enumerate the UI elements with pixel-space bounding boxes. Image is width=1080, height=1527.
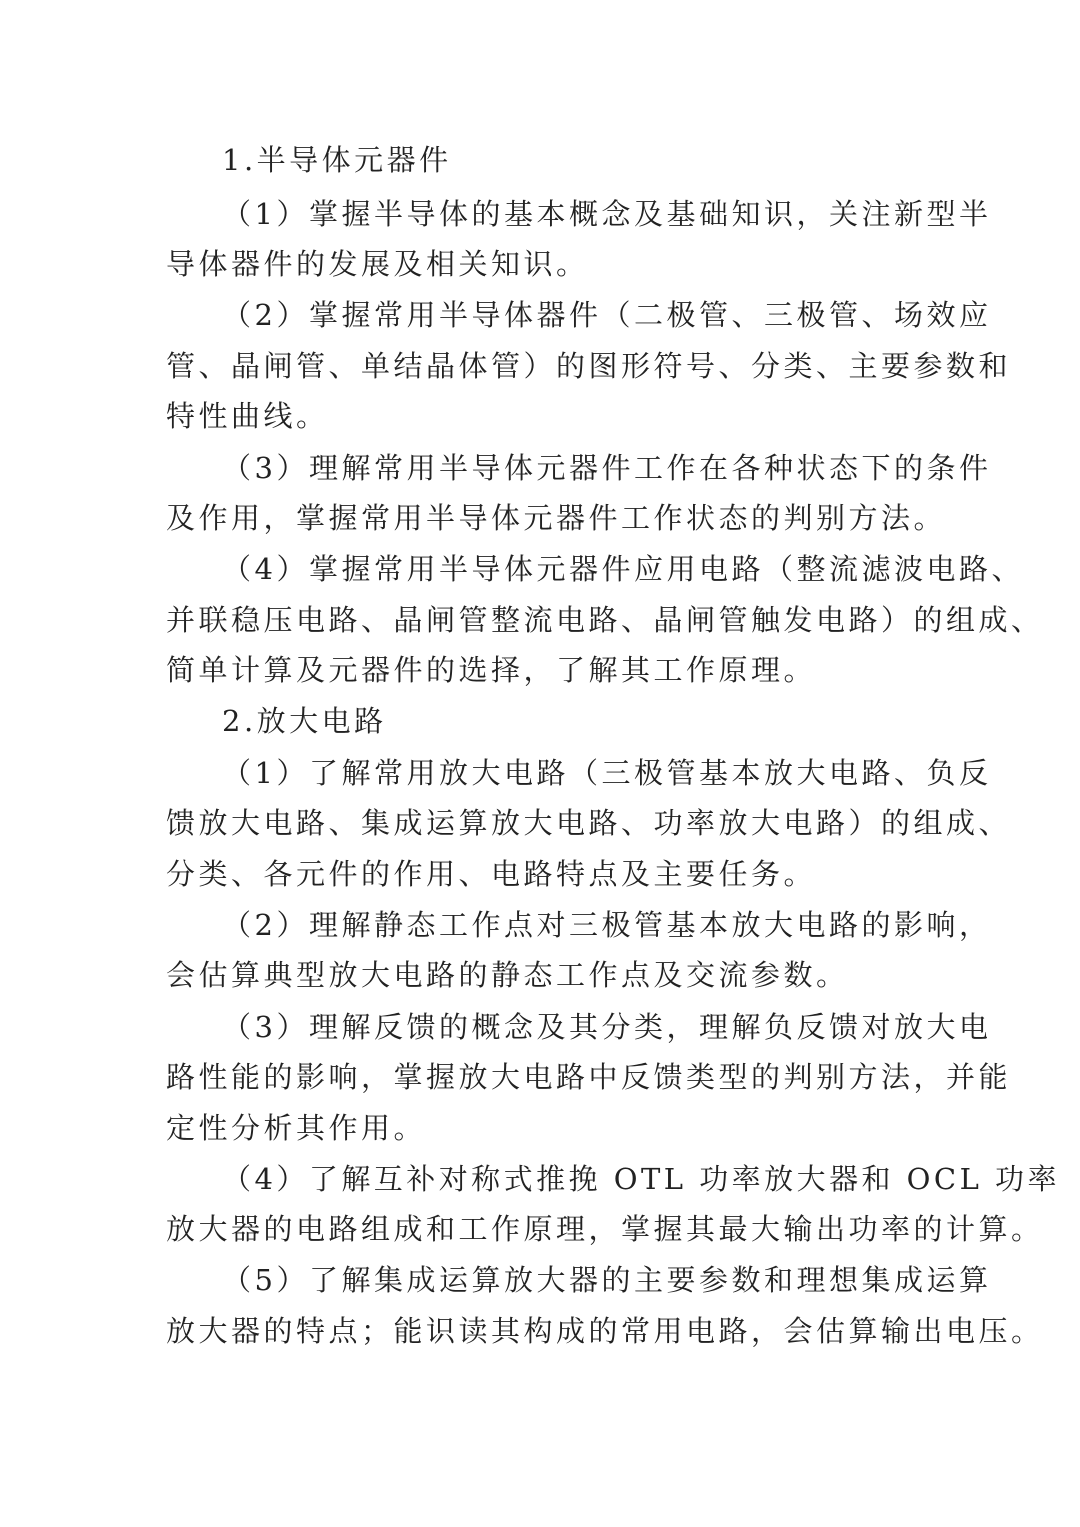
paragraph-line: （5）了解集成运算放大器的主要参数和理想集成运算 [222,1263,992,1297]
paragraph-line: 导体器件的发展及相关知识。 [166,247,589,281]
paragraph-line: 特性曲线。 [166,399,329,433]
paragraph-line: （1）掌握半导体的基本概念及基础知识，关注新型半 [222,197,992,231]
paragraph-line: （4）掌握常用半导体元器件应用电路（整流滤波电路、 [222,552,1024,586]
paragraph-line: （4）了解互补对称式推挽 OTL 功率放大器和 OCL 功率 [222,1162,1060,1196]
section-heading-amplifier: 2.放大电路 [222,704,387,738]
paragraph-line: 并联稳压电路、晶闸管整流电路、晶闸管触发电路）的组成、 [166,603,1044,637]
paragraph-line: 分类、各元件的作用、电路特点及主要任务。 [166,857,817,891]
paragraph-line: 定性分析其作用。 [166,1111,427,1145]
paragraph-line: 馈放大电路、集成运算放大电路、功率放大电路）的组成、 [166,806,1012,840]
paragraph-line: 放大器的特点；能识读其构成的常用电路，会估算输出电压。 [166,1314,1044,1348]
paragraph-line: （1）了解常用放大电路（三极管基本放大电路、负反 [222,756,992,790]
paragraph-line: 管、晶闸管、单结晶体管）的图形符号、分类、主要参数和 [166,349,1012,383]
paragraph-line: 放大器的电路组成和工作原理，掌握其最大输出功率的计算。 [166,1212,1044,1246]
paragraph-line: （3）理解反馈的概念及其分类，理解负反馈对放大电 [222,1010,992,1044]
paragraph-line: 及作用，掌握常用半导体元器件工作状态的判别方法。 [166,501,947,535]
paragraph-line: 路性能的影响，掌握放大电路中反馈类型的判别方法，并能 [166,1060,1012,1094]
paragraph-line: 会估算典型放大电路的静态工作点及交流参数。 [166,958,849,992]
paragraph-line: （2）掌握常用半导体器件（二极管、三极管、场效应 [222,298,992,332]
paragraph-line: （3）理解常用半导体元器件工作在各种状态下的条件 [222,451,992,485]
paragraph-line: 简单计算及元器件的选择，了解其工作原理。 [166,653,817,687]
section-heading-semiconductor: 1.半导体元器件 [222,143,452,177]
paragraph-line: （2）理解静态工作点对三极管基本放大电路的影响， [222,908,992,942]
